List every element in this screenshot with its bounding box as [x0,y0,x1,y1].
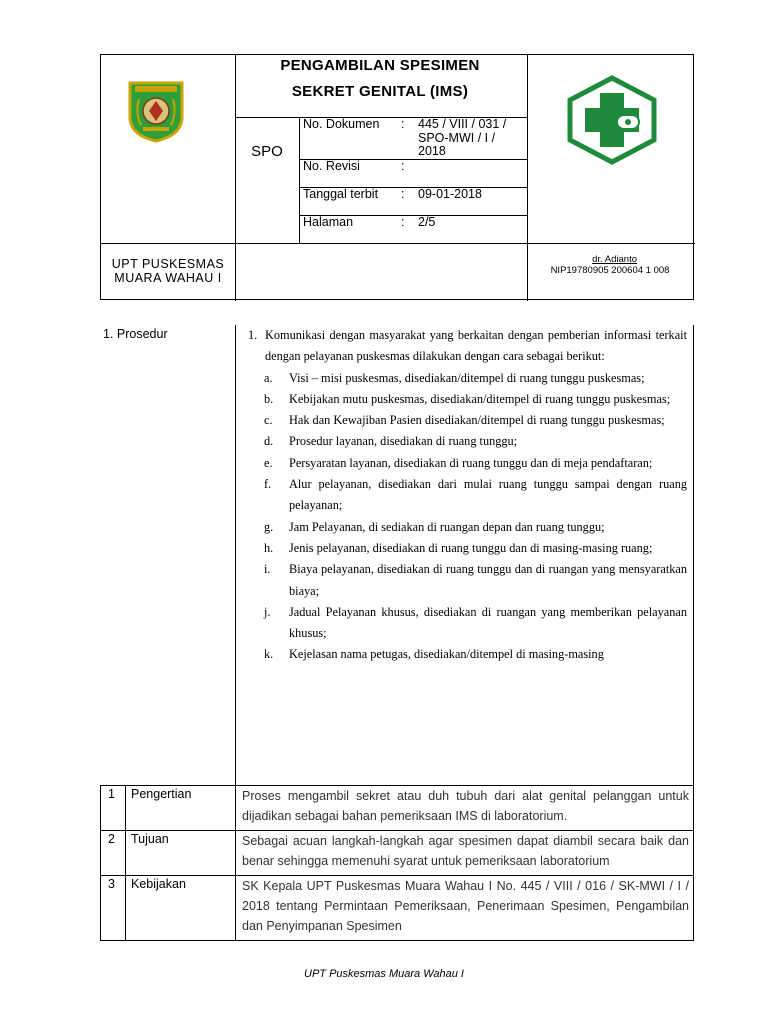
procedure-subitem-text: Kebijakan mutu puskesmas, disediakan/ditempel di ruang tunggu puskesmas; [289,391,671,406]
meta-label-halaman: Halaman [303,215,354,229]
procedure-subitem-letter: e. [264,455,273,470]
procedure-subitem-text: Jenis pelayanan, disediakan di ruang tunggu dan di masing-masing ruang; [289,540,653,555]
procedure-subitem-text: Persyaratan layanan, disediakan di ruang tunggu dan di meja pendaftaran; [289,455,653,470]
procedure-subitem-text: Prosedur layanan, disediakan di ruang tunggu; [289,434,518,449]
procedure-subitem-text: Jam Pelayanan, di sediakan di ruangan depan dan ruang tunggu; [289,519,605,534]
procedure-item-text: Komunikasi dengan masyarakat yang berkaitan dengan pemberian informasi terkait dengan pelayanan puskesmas dilakukan dengan cara sebagai berikut: [265,328,687,364]
procedure-subitem [242,389,687,410]
procedure-subitem [242,453,687,474]
document-title-line1: PENGAMBILAN SPESIMEN [280,57,480,74]
kabupaten-emblem-icon [127,77,185,143]
meta-value-dokumen: 445 / VIII / 031 / SPO-MWI / I / 2018 [418,117,507,158]
procedure-label: 1. Prosedur [103,327,168,341]
meta-label-dokumen: No. Dokumen [303,117,380,131]
procedure-item-number: 1. [248,328,258,342]
definition-table [100,785,694,941]
procedure-subitem-letter: g. [264,519,274,534]
table-row [101,786,693,830]
procedure-subitem-text: Visi – misi puskesmas, disediakan/ditempel di ruang tunggu puskesmas; [289,370,645,385]
row-label: Tujuan [126,831,236,875]
spo-label: SPO [251,143,283,160]
procedure-subitem-letter: k. [264,647,274,662]
meta-label-revisi: No. Revisi [303,159,360,173]
procedure-subitem-text: Hak dan Kewajiban Pasien disediakan/ditempel di ruang tunggu puskesmas; [289,413,665,428]
divider [299,117,300,243]
procedure-subitem-text: Alur pelayanan, disediakan dari mulai ruang tunggu sampai dengan ruang pelayanan; [289,477,687,513]
row-text: Proses mengambil sekret atau duh tubuh dari alat genital pelanggan untuk dijadikan sebagai bahan pemeriksaan IMS di laboratorium. [242,789,689,823]
procedure-subitem-text: Kejelasan nama petugas, disediakan/ditempel di masing-masing [289,647,604,662]
procedure-subitem [242,474,687,517]
page-footer: UPT Puskesmas Muara Wahau I [304,968,464,980]
row-text: SK Kepala UPT Puskesmas Muara Wahau I No. 445 / VIII / 016 / SK-MWI / I / 2018 tentang Permintaan Pemeriksaan, Penerimaan Spesimen, Pengambilan dan Penyimpanan Spesimen [242,879,689,933]
row-text: Sebagai acuan langkah-langkah agar spesimen dapat diambil secara baik dan benar sehingga memenuhi syarat untuk pemeriksaan laboratorium [242,834,689,868]
meta-colon: : [401,215,405,229]
procedure-subitem [242,368,687,389]
org-name [101,257,235,285]
procedure-subitem [242,410,687,431]
row-number: 3 [101,876,126,940]
meta-value-halaman: 2/5 [418,215,436,229]
procedure-subitem [242,538,687,559]
procedure-subitem-letter: j. [264,604,271,619]
row-number: 1 [101,786,126,830]
procedure-subitem-letter: b. [264,391,274,406]
table-row [101,875,693,940]
procedure-subitem-letter: d. [264,434,274,449]
procedure-subitem [242,602,687,645]
procedure-subitems [242,368,687,666]
meta-value-tanggal: 09-01-2018 [418,187,482,201]
signer-name: dr. Adianto [592,254,637,265]
procedure-subitem-letter: c. [264,413,273,428]
procedure-subitem-letter: a. [264,370,273,385]
row-label: Kebijakan [126,876,236,940]
procedure-subitem-letter: f. [264,477,272,492]
meta-label-tanggal: Tanggal terbit [303,187,379,201]
meta-colon: : [401,117,405,131]
row-label: Pengertian [126,786,236,830]
procedure-body [236,325,693,666]
meta-colon: : [401,159,405,173]
procedure-subitem-text: Biaya pelayanan, disediakan di ruang tunggu dan di ruangan yang mensyaratkan biaya; [289,562,687,598]
table-row [101,830,693,875]
row-number: 2 [101,831,126,875]
procedure-subitem [242,431,687,452]
procedure-subitem [242,559,687,602]
procedure-subitem-letter: h. [264,540,274,555]
procedure-subitem-letter: i. [264,562,271,577]
org-line1: UPT PUSKESMAS [111,257,225,271]
document-title-line2: SEKRET GENITAL (IMS) [291,83,469,100]
procedure-item [242,325,687,368]
document-header [100,54,694,300]
procedure-subitem [242,644,687,665]
meta-colon: : [401,187,405,201]
procedure-box [235,325,694,785]
signer-nip: NIP19780905 200604 1 008 [550,265,670,276]
divider [101,243,695,244]
procedure-subitem [242,517,687,538]
org-line2: MUARA WAHAU I [114,271,222,285]
puskesmas-logo-icon [567,75,657,165]
procedure-subitem-text: Jadual Pelayanan khusus, disediakan di ruangan yang memberikan pelayanan khusus; [289,604,687,641]
